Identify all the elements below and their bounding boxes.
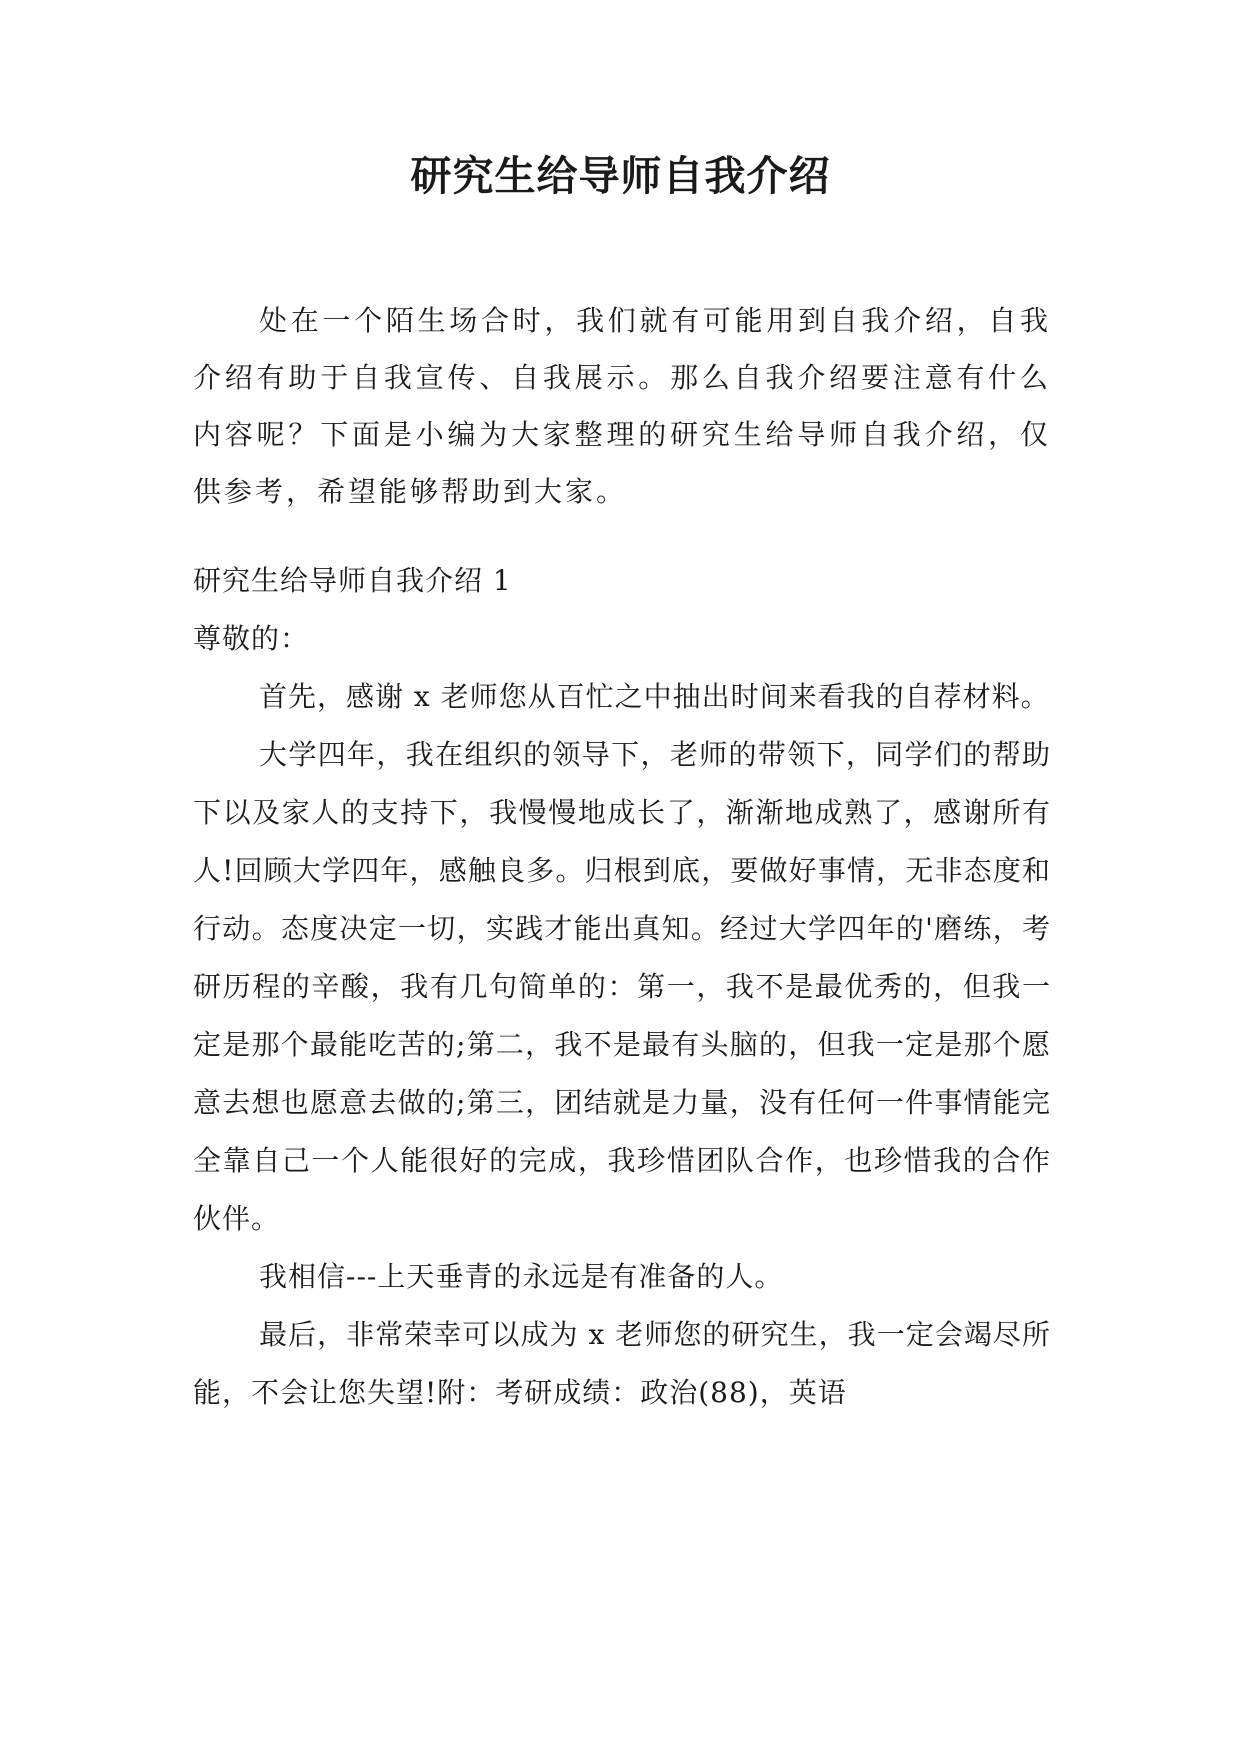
section-heading: 研究生给导师自我介绍 1 <box>193 564 512 597</box>
body-paragraph: 最后，非常荣幸可以成为 x 老师您的研究生，我一定会竭尽所能，不会让您失望!附：考研成绩：政治(88)，英语 <box>193 1318 1051 1409</box>
salutation: 尊敬的： <box>193 622 310 655</box>
document-body <box>193 292 1051 1422</box>
document-title: 研究生给导师自我介绍 <box>410 152 831 200</box>
body-paragraph: 我相信---上天垂青的永远是有准备的人。 <box>259 1260 784 1293</box>
body-paragraph: 首先，感谢 x 老师您从百忙之中抽出时间来看我的自荐材料。 <box>259 680 1050 713</box>
intro-paragraph: 处在一个陌生场合时，我们就有可能用到自我介绍，自我介绍有助于自我宣传、自我展示。那么自我介绍要注意有什么内容呢？下面是小编为大家整理的研究生给导师自我介绍，仅供参考，希望能够帮助到大家。 <box>193 304 1051 508</box>
letter-section <box>193 552 1051 1422</box>
body-paragraph: 大学四年，我在组织的领导下，老师的带领下，同学们的帮助下以及家人的支持下，我慢慢地成长了，渐渐地成熟了，感谢所有人!回顾大学四年，感触良多。归根到底，要做好事情，无非态度和行动。态度决定一切，实践才能出真知。经过大学四年的'磨练，考研历程的辛酸，我有几句简单的：第一，我不是最优秀的，但我一定是那个最能吃苦的;第二，我不是最有头脑的，但我一定是那个愿意去想也愿意去做的;第三，团结就是力量，没有任何一件事情能完全靠自己一个人能很好的完成，我珍惜团队合作，也珍惜我的合作伙伴。 <box>193 738 1051 1235</box>
